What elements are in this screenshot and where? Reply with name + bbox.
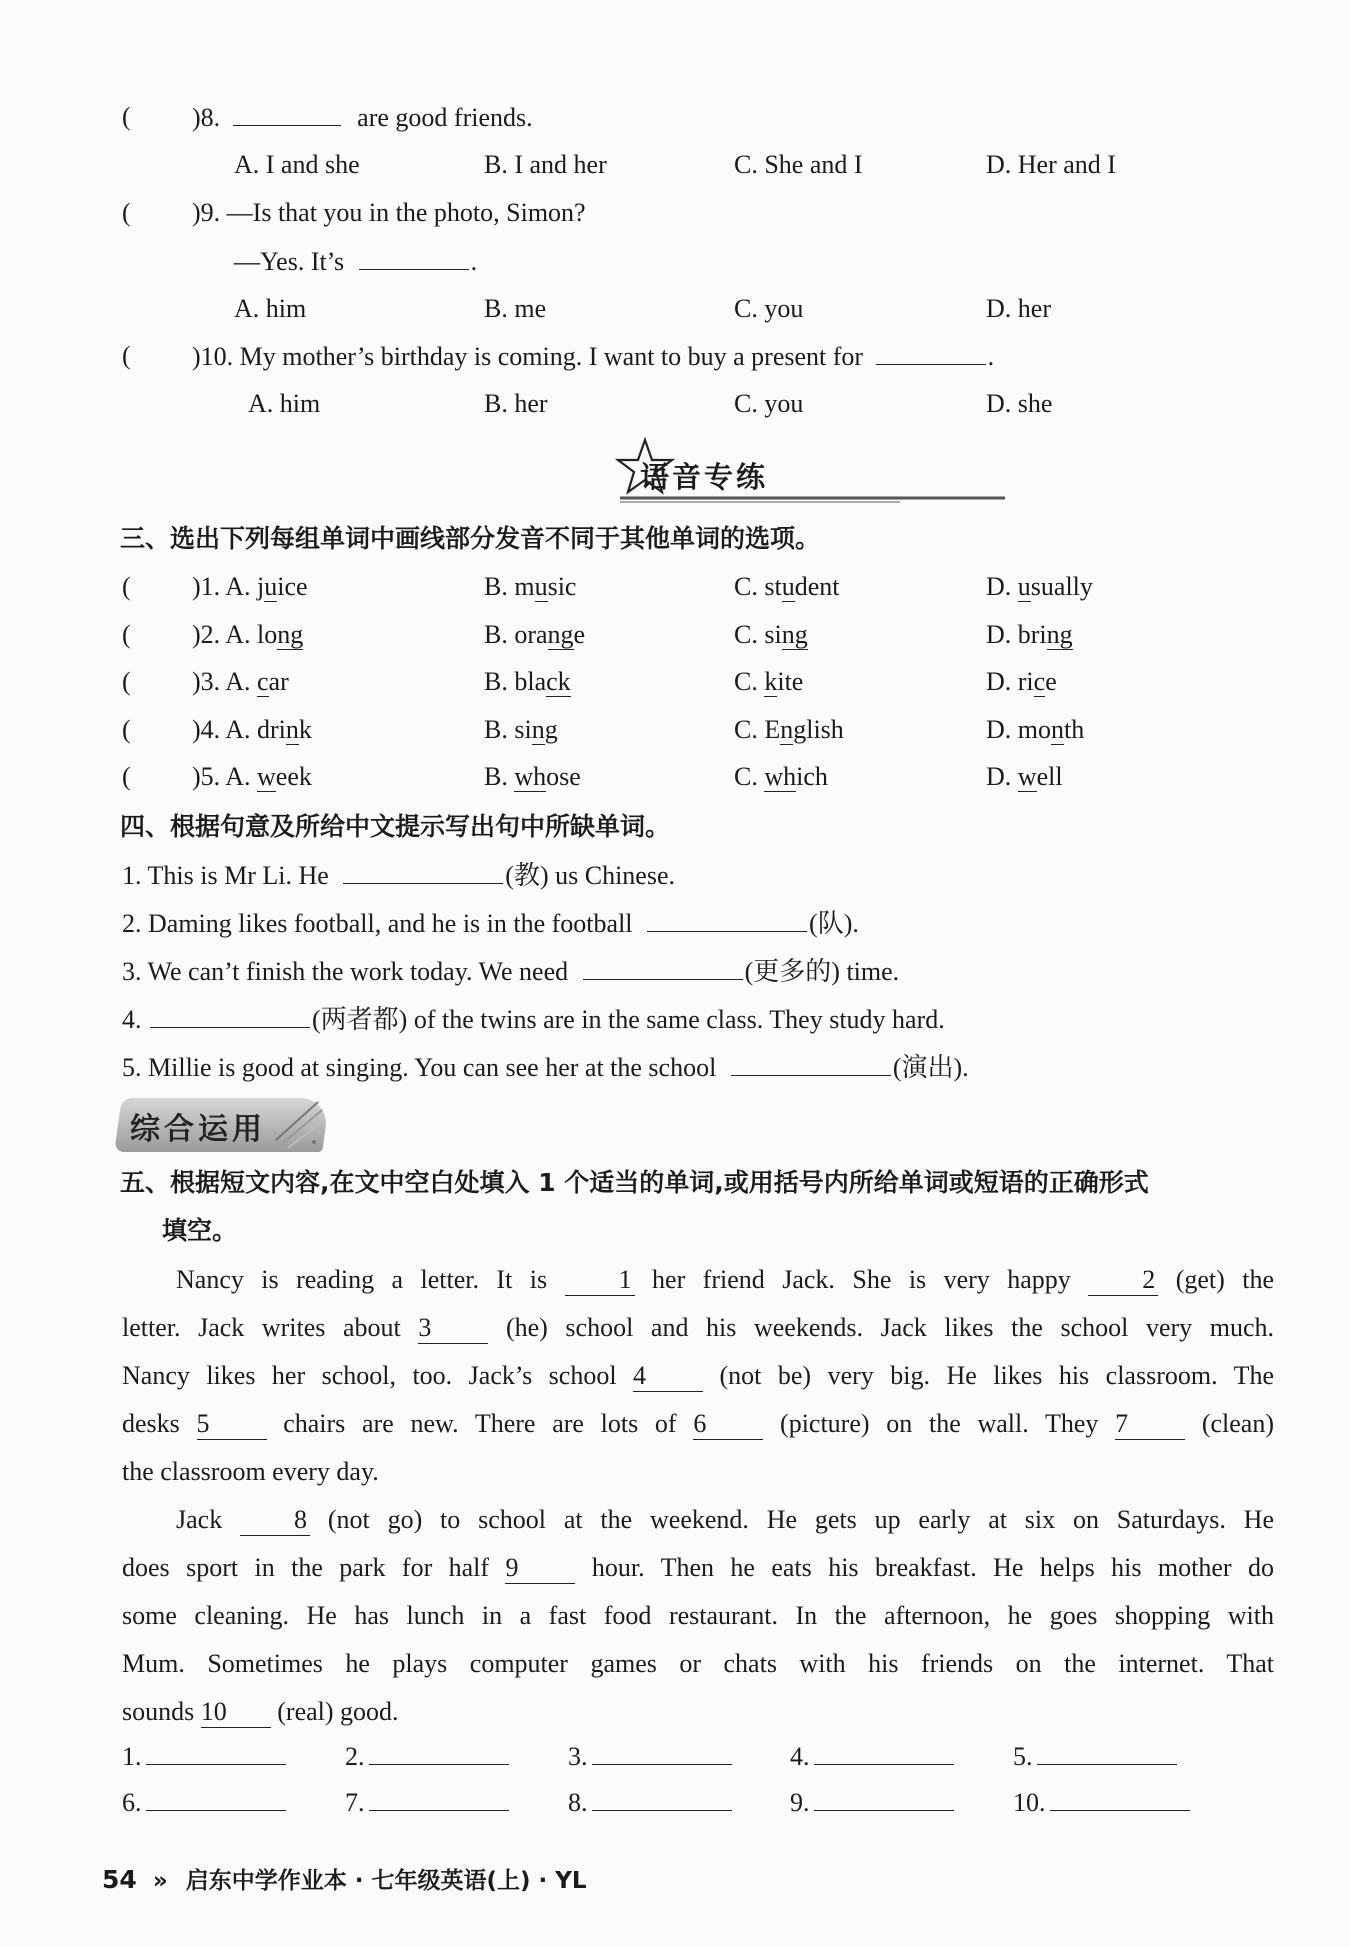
passage-blank[interactable]: 5 bbox=[197, 1409, 267, 1440]
underlined-letters: n bbox=[285, 714, 299, 744]
answer-blank[interactable] bbox=[1050, 1785, 1190, 1811]
answer-blank[interactable] bbox=[592, 1785, 732, 1811]
answer-blank[interactable] bbox=[876, 339, 986, 365]
section3-title: 三、选出下列每组单词中画线部分发音不同于其他单词的选项。 bbox=[120, 524, 821, 553]
answer-number: 2. bbox=[345, 1742, 365, 1771]
answer-number: 5. bbox=[1013, 1742, 1033, 1771]
s3-paren: ( bbox=[122, 714, 131, 744]
answer-slot bbox=[568, 1739, 732, 1774]
passage-line: the classroom every day. bbox=[122, 1457, 379, 1486]
s3-row-5-option-a: )5. A. week bbox=[192, 762, 312, 791]
q9-option-a: A. him bbox=[234, 294, 307, 323]
s3-row-3-option-b: B. black bbox=[484, 667, 571, 696]
passage-line: does sport in the park for half 9 hour. Then he eats his breakfast. He helps his mother do bbox=[122, 1553, 1274, 1582]
underlined-letters: w bbox=[257, 762, 276, 791]
passage-blank[interactable]: 3 bbox=[418, 1313, 488, 1344]
s3-row-5-option-d: D. well bbox=[986, 762, 1063, 791]
q9-option-c: C. you bbox=[734, 294, 804, 323]
underlined-letters: ng bbox=[277, 619, 304, 649]
answer-slot bbox=[1013, 1739, 1177, 1774]
passage-blank[interactable]: 1 bbox=[565, 1265, 635, 1296]
q10-text: My mother’s birthday is coming. I want to buy a present for bbox=[239, 342, 864, 371]
s3-row-2-option-a: )2. A. long bbox=[192, 619, 304, 649]
answer-number: 9. bbox=[790, 1788, 810, 1817]
underlined-letters: u bbox=[264, 572, 278, 601]
answer-slot bbox=[568, 1785, 732, 1820]
s4-3-hint: (更多的) time. bbox=[744, 957, 900, 986]
passage-line: some cleaning. He has lunch in a fast food restaurant. In the afternoon, he goes shopping with bbox=[122, 1601, 1274, 1630]
answer-blank[interactable] bbox=[369, 1739, 509, 1765]
s4-sentence-3 bbox=[122, 954, 899, 989]
underlined-letters: n bbox=[1051, 714, 1064, 744]
page-footer bbox=[102, 1862, 587, 1895]
s4-4-text: 4. bbox=[122, 1005, 142, 1034]
underlined-letters: c bbox=[1033, 667, 1046, 696]
s3-row-1-option-d: D. usually bbox=[986, 572, 1093, 601]
answer-blank[interactable] bbox=[233, 100, 341, 126]
q8-option-c: C. She and I bbox=[734, 150, 863, 179]
q10-number: )10. bbox=[192, 342, 234, 371]
answer-blank[interactable] bbox=[731, 1050, 891, 1076]
passage-blank[interactable]: 7 bbox=[1115, 1409, 1185, 1440]
underlined-letters: c bbox=[257, 667, 269, 696]
s4-sentence-1 bbox=[122, 858, 675, 893]
answer-blank[interactable] bbox=[146, 1739, 286, 1765]
underlined-letters: w bbox=[1017, 762, 1037, 791]
answer-blank[interactable] bbox=[150, 1002, 310, 1028]
answer-slot bbox=[790, 1785, 954, 1820]
q8-option-d: D. Her and I bbox=[986, 150, 1116, 179]
page-number: 54 bbox=[102, 1865, 137, 1894]
s3-row-2-option-c: C. sing bbox=[734, 619, 808, 649]
s4-3-text: 3. We can’t finish the work today. We need bbox=[122, 957, 569, 986]
s3-paren: ( bbox=[122, 667, 131, 696]
q8-text: are good friends. bbox=[357, 103, 533, 132]
passage-line: desks 5 chairs are new. There are lots of 6 (picture) on the wall. They 7 (clean) bbox=[122, 1409, 1274, 1438]
passage-blank[interactable]: 10 bbox=[201, 1697, 271, 1728]
s3-row-5-option-b: B. whose bbox=[484, 762, 581, 791]
s3-row-1-option-a: )1. A. juice bbox=[192, 572, 308, 601]
s3-row-4-option-b: B. sing bbox=[484, 714, 558, 744]
answer-number: 4. bbox=[790, 1742, 810, 1771]
q9-line2 bbox=[234, 244, 477, 279]
section5-title-line2: 填空。 bbox=[162, 1216, 238, 1245]
answer-blank[interactable] bbox=[814, 1785, 954, 1811]
passage-line: Nancy is reading a letter. It is 1 her friend Jack. She is very happy 2 (get) the bbox=[176, 1265, 1275, 1294]
underlined-letters: wh bbox=[514, 762, 547, 791]
passage-line: sounds 10 (real) good. bbox=[122, 1697, 399, 1726]
underlined-letters: wh bbox=[764, 762, 797, 791]
q8-option-a: A. I and she bbox=[234, 150, 360, 179]
s3-row-2-option-b: B. orange bbox=[484, 619, 586, 649]
passage bbox=[122, 1256, 1274, 1736]
s3-row-4-option-d: D. month bbox=[986, 714, 1085, 744]
answer-number: 7. bbox=[345, 1788, 365, 1817]
book-title: 启东中学作业本 · 七年级英语(上) · YL bbox=[185, 1868, 587, 1894]
q10-end: . bbox=[987, 342, 995, 371]
underlined-letters: u bbox=[781, 572, 795, 601]
q10-option-b: B. her bbox=[484, 389, 548, 418]
passage-blank[interactable]: 2 bbox=[1088, 1265, 1158, 1296]
section5-title-line1: 五、根据短文内容,在文中空白处填入 1 个适当的单词,或用括号内所给单词或短语的正确形式 bbox=[120, 1168, 1149, 1197]
underlined-letters: ng bbox=[781, 619, 808, 649]
q8-number: )8. bbox=[192, 103, 221, 132]
answer-number: 1. bbox=[122, 1742, 142, 1771]
s3-row-4-option-a: )4. A. drink bbox=[192, 714, 312, 744]
answer-number: 8. bbox=[568, 1788, 588, 1817]
answer-blank[interactable] bbox=[146, 1785, 286, 1811]
q9-line1: —Is that you in the photo, Simon? bbox=[226, 198, 586, 227]
s3-row-1-option-c: C. student bbox=[734, 572, 840, 601]
answer-slot bbox=[1013, 1785, 1190, 1820]
s3-paren: ( bbox=[122, 619, 131, 649]
s3-paren: ( bbox=[122, 762, 131, 791]
answer-blank[interactable] bbox=[359, 244, 469, 270]
answer-number: 10. bbox=[1013, 1788, 1046, 1817]
s4-5-hint: (演出). bbox=[892, 1053, 969, 1082]
q8-stem bbox=[192, 100, 533, 135]
s4-2-hint: (队). bbox=[809, 909, 859, 938]
s4-2-text: 2. Daming likes football, and he is in the football bbox=[122, 909, 633, 938]
answer-blank[interactable] bbox=[814, 1739, 954, 1765]
s3-row-3-option-d: D. rice bbox=[986, 667, 1057, 696]
q10-option-d: D. she bbox=[986, 389, 1053, 418]
q10-option-c: C. you bbox=[734, 389, 804, 418]
s3-row-2-option-d: D. bring bbox=[986, 619, 1073, 649]
passage-blank[interactable]: 4 bbox=[633, 1361, 703, 1392]
q10-paren: ( bbox=[122, 341, 131, 370]
s4-1-hint: (教) us Chinese. bbox=[505, 861, 675, 890]
s4-4-hint: (两者都) of the twins are in the same class. They study hard. bbox=[312, 1005, 945, 1034]
q9-line2-text: —Yes. It’s bbox=[234, 247, 345, 276]
answer-slot bbox=[122, 1785, 286, 1820]
underlined-letters: u bbox=[1017, 572, 1031, 601]
answer-blank[interactable] bbox=[583, 954, 743, 980]
underlined-letters: ng bbox=[1046, 619, 1073, 649]
answer-number: 6. bbox=[122, 1788, 142, 1817]
passage-blank[interactable]: 9 bbox=[505, 1553, 575, 1584]
s3-row-5-option-c: C. which bbox=[734, 762, 828, 791]
q9-option-b: B. me bbox=[484, 294, 547, 323]
underlined-letters: ck bbox=[546, 667, 571, 696]
passage-blank[interactable]: 6 bbox=[693, 1409, 763, 1440]
answer-blank[interactable] bbox=[1037, 1739, 1177, 1765]
underlined-letters: ng bbox=[547, 619, 574, 649]
answer-slot bbox=[122, 1739, 286, 1774]
answer-number: 3. bbox=[568, 1742, 588, 1771]
q9-number: )9. bbox=[192, 198, 221, 227]
answer-slot bbox=[345, 1785, 509, 1820]
s4-sentence-2 bbox=[122, 906, 859, 941]
underlined-letters: n bbox=[531, 714, 545, 744]
zonghe-title: 综合运用 bbox=[130, 1112, 266, 1147]
s3-paren: ( bbox=[122, 572, 131, 601]
q10-stem bbox=[192, 339, 994, 374]
q8-option-b: B. I and her bbox=[484, 150, 607, 179]
s3-row-1-option-b: B. music bbox=[484, 572, 577, 601]
underlined-letters: k bbox=[764, 667, 778, 696]
q9-line2-end: . bbox=[470, 247, 478, 276]
q8-paren: ( bbox=[122, 102, 131, 131]
passage-line: letter. Jack writes about 3 (he) school and his weekends. Jack likes the school very much. bbox=[122, 1313, 1274, 1342]
s3-row-3-option-a: )3. A. car bbox=[192, 667, 289, 696]
answer-blank[interactable] bbox=[647, 906, 807, 932]
q10-option-a: A. him bbox=[248, 389, 321, 418]
section4-title: 四、根据句意及所给中文提示写出句中所缺单词。 bbox=[120, 812, 671, 841]
q9-paren: ( bbox=[122, 198, 131, 227]
passage-blank[interactable]: 8 bbox=[240, 1505, 310, 1536]
passage-line: Jack 8 (not go) to school at the weekend. He gets up early at six on Saturdays. He bbox=[176, 1505, 1274, 1534]
s4-1-text: 1. This is Mr Li. He bbox=[122, 861, 329, 890]
section-banner-title: 语音专练 bbox=[640, 460, 769, 494]
passage-line: Mum. Sometimes he plays computer games or chats with his friends on the internet. That bbox=[122, 1649, 1274, 1678]
passage-line: Nancy likes her school, too. Jack’s school 4 (not be) very big. He likes his classroom. The bbox=[122, 1361, 1275, 1390]
s3-row-4-option-c: C. English bbox=[734, 714, 844, 744]
underlined-letters: u bbox=[534, 572, 548, 601]
s4-sentence-4 bbox=[122, 1002, 945, 1037]
answer-blank[interactable] bbox=[592, 1739, 732, 1765]
chevron-icon: » bbox=[152, 1868, 168, 1894]
answer-slot bbox=[345, 1739, 509, 1774]
q9-option-d: D. her bbox=[986, 294, 1051, 323]
answer-blank[interactable] bbox=[369, 1785, 509, 1811]
s3-row-3-option-c: C. kite bbox=[734, 667, 804, 696]
underlined-letters: n bbox=[780, 714, 794, 744]
answer-slot bbox=[790, 1739, 954, 1774]
s4-5-text: 5. Millie is good at singing. You can see her at the school bbox=[122, 1053, 717, 1082]
s4-sentence-5 bbox=[122, 1050, 969, 1085]
sparkle-icon bbox=[268, 1096, 328, 1152]
q9-stem bbox=[192, 196, 586, 230]
answer-blank[interactable] bbox=[343, 858, 503, 884]
